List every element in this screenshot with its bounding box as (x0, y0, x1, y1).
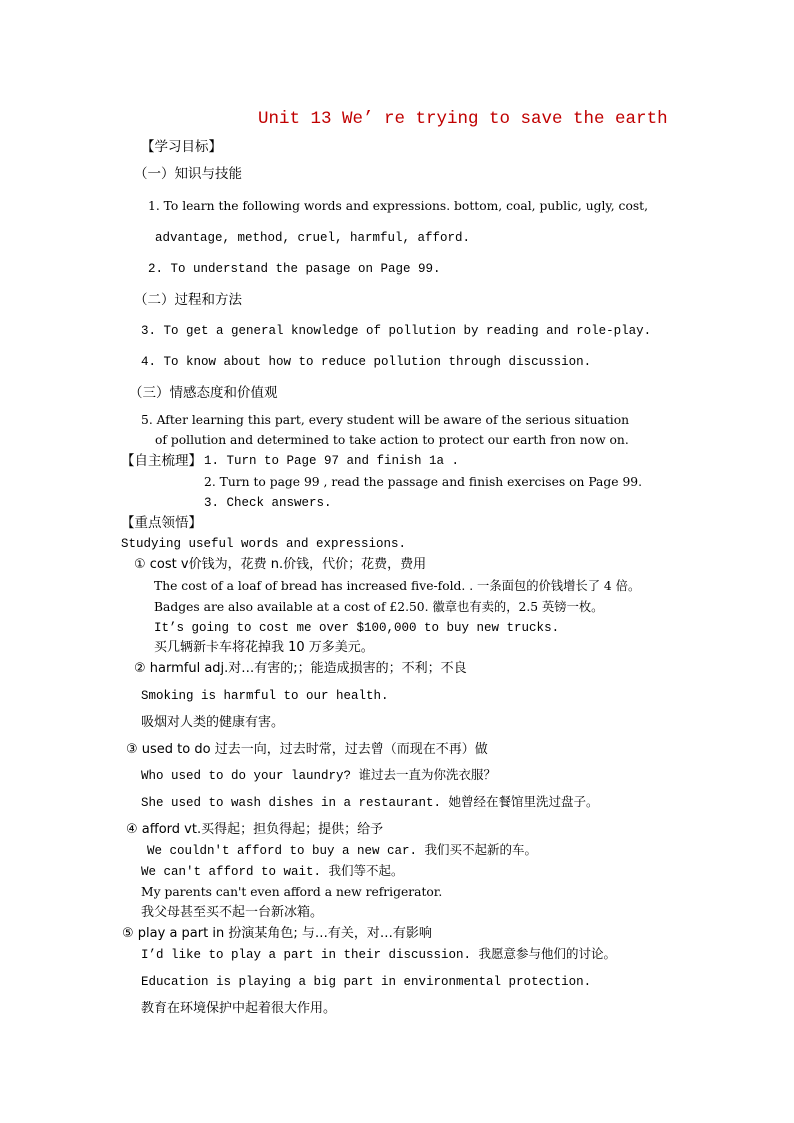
page-title: Unit 13 We’ re trying to save the earth (258, 109, 668, 129)
self-study-1: 1. Turn to Page 97 and finish 1a . (204, 454, 460, 468)
entry-cost-example-1: The cost of a loaf of bread has increased five-fold. . 一条面包的价钱增长了 4 倍。 (154, 579, 641, 593)
entry-afford-example-3: My parents can't even afford a new refrigerator. (141, 885, 443, 899)
entry-used-to-heading: ③ used to do 过去一向，过去时常，过去曾（而现在不再）做 (126, 742, 488, 757)
entry-play-a-part-example-2-translation: 教育在环境保护中起着很大作用。 (141, 1001, 337, 1016)
entry-used-to-example-2: She used to wash dishes in a restaurant. 她曾经在餐馆里洗过盘子。 (141, 796, 599, 810)
goal-2: 2. To understand the pasage on Page 99. (148, 262, 441, 276)
studying-intro: Studying useful words and expressions. (121, 537, 407, 551)
entry-play-a-part-example-1: I’d like to play a part in their discussion. 我愿意参与他们的讨论。 (141, 948, 617, 962)
goal-5-line-2: of pollution and determined to take action to protect our earth fron now on. (155, 433, 629, 447)
goal-1-line-1: 1. To learn the following words and expressions. bottom, coal, public, ugly, cost, (148, 199, 649, 213)
entry-play-a-part-heading: ⑤ play a part in 扮演某角色; 与…有关，对…有影响 (122, 926, 432, 941)
entry-cost-example-2: Badges are also available at a cost of £2.50. 徽章也有卖的，2.5 英镑一枚。 (154, 600, 604, 614)
self-study-header: 【自主梳理】 (121, 453, 202, 469)
section-knowledge-title: （一）知识与技能 (134, 166, 242, 182)
entry-cost-example-3-translation: 买几辆新卡车将花掉我 10 万多美元。 (154, 640, 374, 655)
entry-used-to-example-1: Who used to do your laundry? 谁过去一直为你洗衣服？ (141, 769, 497, 783)
entry-play-a-part-example-2: Education is playing a big part in environmental protection. (141, 975, 592, 989)
key-points-header: 【重点领悟】 (121, 515, 202, 531)
entry-afford-example-3-translation: 我父母甚至买不起一台新冰箱。 (141, 905, 324, 920)
entry-afford-example-1: We couldn't afford to buy a new car. 我们买不起新的车。 (147, 844, 538, 858)
section-attitude-title: （三）情感态度和价值观 (129, 385, 278, 401)
goal-5-line-1: 5. After learning this part, every student will be aware of the serious situation (141, 413, 630, 427)
entry-harmful-example: Smoking is harmful to our health. (141, 689, 389, 703)
section-process-title: （二）过程和方法 (134, 292, 242, 308)
entry-cost-heading: ① cost v价钱为，花费 n.价钱，代价；花费，费用 (134, 557, 427, 572)
entry-afford-example-2: We can't afford to wait. 我们等不起。 (141, 865, 404, 879)
self-study-3: 3. Check answers. (204, 496, 332, 510)
entry-afford-heading: ④ afford vt.买得起；担负得起；提供；给予 (126, 822, 384, 837)
entry-cost-example-3: It’s going to cost me over $100,000 to buy new trucks. (154, 621, 560, 635)
entry-harmful-translation: 吸烟对人类的健康有害。 (141, 715, 285, 730)
entry-harmful-heading: ② harmful adj.对…有害的;；能造成损害的；不利；不良 (134, 661, 467, 676)
goal-1-line-2: advantage, method, cruel, harmful, afford. (155, 231, 471, 245)
goal-4: 4. To know about how to reduce pollution through discussion. (141, 355, 592, 369)
goal-3: 3. To get a general knowledge of pollution by reading and role-play. (141, 324, 652, 338)
self-study-2: 2. Turn to page 99 , read the passage and finish exercises on Page 99. (204, 475, 643, 489)
goals-header: 【学习目标】 (141, 139, 222, 155)
